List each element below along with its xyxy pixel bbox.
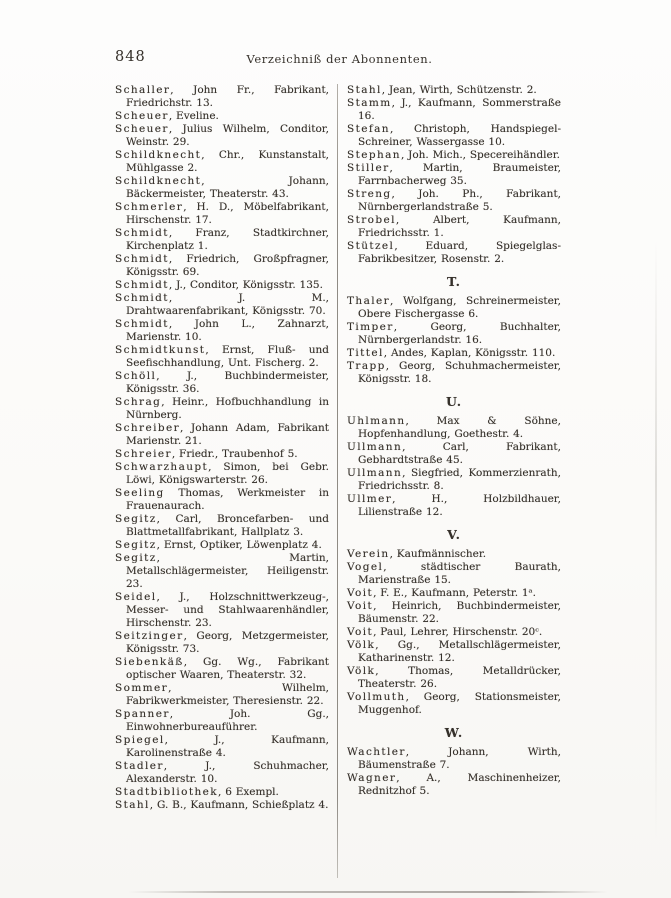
directory-columns [115, 84, 564, 878]
directory-entry: Timper, Georg, Buchhalter, Nürnbergerlandstr. 16. [347, 321, 561, 346]
entry-surname: Ullmann [347, 467, 403, 479]
entry-surname: Schreier [115, 448, 172, 460]
entry-surname: Spanner [115, 708, 170, 720]
entry-surname: Schmidt [115, 227, 169, 239]
directory-entry: Vollmuth, Georg, Stationsmeister, Muggenhof. [347, 691, 561, 716]
directory-entry: Seeling Thomas, Werkmeister in Frauenaurach. [115, 487, 329, 512]
directory-entry: Sommer, Wilhelm, Fabrikwerkmeister, Theresienstr. 22. [115, 682, 329, 707]
directory-entry: Seitzinger, Georg, Metzgermeister, Königsstr. 73. [115, 630, 329, 655]
directory-entry: Schöll, J., Buchbindermeister, Königsstr. 36. [115, 370, 329, 395]
directory-entry: Ullmer, H., Holzbildhauer, Lilienstraße 12. [347, 493, 561, 518]
directory-entry: Thaler, Wolfgang, Schreinermeister, Obere Fischergasse 6. [347, 295, 561, 320]
directory-entry: Schreiber, Johann Adam, Fabrikant Marienstr. 21. [115, 422, 329, 447]
entry-surname: Ullmer [347, 493, 393, 505]
directory-entry: Schaller, John Fr., Fabrikant, Friedrichstr. 13. [115, 84, 329, 109]
section-header: T. [446, 274, 462, 289]
directory-entry: Schildknecht, Johann, Bäckermeister, Theaterstr. 43. [115, 175, 329, 200]
directory-entry: Schrag, Heinr., Hofbuchhandlung in Nürnberg. [115, 396, 329, 421]
entry-surname: Scheuer [115, 110, 169, 122]
directory-entry: Tittel, Andes, Kaplan, Königsstr. 110. [347, 347, 556, 359]
entry-surname: Spiegel [115, 734, 165, 746]
entry-surname: Stahl [347, 84, 382, 96]
entry-surname: Schaller [115, 84, 171, 96]
entry-surname: Stefan [347, 123, 390, 135]
entry-surname: Stamm [347, 97, 392, 109]
directory-entry: Ullmann, Siegfried, Kommerzienrath, Friedrichsstr. 8. [347, 467, 561, 492]
entry-surname: Schmidt [115, 318, 169, 330]
entry-surname: Schöll [115, 370, 157, 382]
directory-entry: Stadtbibliothek, 6 Exempl. [115, 786, 279, 798]
entry-surname: Segitz [115, 539, 157, 551]
directory-entry: Segitz, Carl, Broncefarben- und Blattmetallfabrikant, Hallplatz 3. [115, 513, 329, 538]
directory-entry: Schwarzhaupt, Simon, bei Gebr. Löwi, Königswarterstr. 26. [115, 461, 329, 486]
section-header: V. [447, 527, 461, 542]
directory-entry: Streng, Joh. Ph., Fabrikant, Nürnbergerlandstraße 5. [347, 188, 561, 213]
directory-entry: Wachtler, Johann, Wirth, Bäumenstraße 7. [347, 746, 561, 771]
entry-surname: Stützel [347, 240, 395, 252]
entry-surname: Stadler [115, 760, 164, 772]
directory-entry: Stahl, G. B., Kaufmann, Schießplatz 4. [115, 799, 329, 811]
entry-surname: Seitzinger [115, 630, 184, 642]
entry-surname: Uhlmann [347, 415, 406, 427]
running-head [115, 49, 564, 69]
column-left [115, 84, 337, 878]
directory-entry: Seidel, J., Holzschnittwerkzeug-, Messer- und Stahlwaarenhändler, Hirschenstr. 23. [115, 591, 329, 629]
directory-entry: Stützel, Eduard, Spiegelglas-Fabrikbesitzer, Rosenstr. 2. [347, 240, 561, 265]
section-header: U. [445, 394, 463, 409]
entry-surname: Wagner [347, 772, 397, 784]
entry-surname: Segitz [115, 513, 157, 525]
page-number: 848 [115, 49, 146, 65]
directory-entry: Schmidt, J., Conditor, Königsstr. 135. [115, 279, 323, 291]
entry-surname: Ullmann [347, 441, 403, 453]
entry-surname: Trapp [347, 360, 386, 372]
entry-surname: Streng [347, 188, 392, 200]
directory-entry: Scheuer, Eveline. [115, 110, 219, 122]
entry-surname: Voit [347, 626, 374, 638]
scan-edge-shadow-bottom [128, 891, 608, 893]
directory-entry: Stahl, Jean, Wirth, Schützenstr. 2. [347, 84, 537, 96]
running-head-title: Verzeichniß der Abonnenten. [246, 52, 433, 66]
entry-surname: Siebenkäß [115, 656, 184, 668]
entry-surname: Schrag [115, 396, 162, 408]
directory-entry: Stiller, Martin, Braumeister, Farrnbacherweg 35. [347, 162, 561, 187]
entry-surname: Schreiber [115, 422, 180, 434]
entry-surname: Seeling [115, 487, 165, 499]
directory-entry: Schmidt, John L., Zahnarzt, Marienstr. 10. [115, 318, 329, 343]
entry-surname: Tittel [347, 347, 384, 359]
directory-entry: Voit, Paul, Lehrer, Hirschenstr. 20ᶜ. [347, 626, 543, 638]
entry-surname: Strobel [347, 214, 396, 226]
directory-entry: Voit, Heinrich, Buchbindermeister, Bäumenstr. 22. [347, 600, 561, 625]
directory-entry: Ullmann, Carl, Fabrikant, Gebhardtstraße 45. [347, 441, 561, 466]
directory-entry: Voit, F. E., Kaufmann, Peterstr. 1ᵃ. [347, 587, 536, 599]
entry-surname: Vogel [347, 561, 384, 573]
entry-surname: Seidel [115, 591, 157, 603]
directory-entry: Trapp, Georg, Schuhmachermeister, Königsstr. 18. [347, 360, 561, 385]
entry-surname: Schmidt [115, 279, 169, 291]
directory-entry: Segitz, Ernst, Optiker, Löwenplatz 4. [115, 539, 322, 551]
directory-entry: Stamm, J., Kaufmann, Sommerstraße 16. [347, 97, 561, 122]
directory-entry: Verein, Kaufmännischer. [347, 548, 487, 560]
directory-entry: Stephan, Joh. Mich., Specereihändler. [347, 149, 560, 161]
directory-entry: Schmidt, Franz, Stadtkirchner, Kirchenplatz 1. [115, 227, 329, 252]
entry-surname: Stahl [115, 799, 150, 811]
entry-surname: Schildknecht [115, 149, 202, 161]
entry-surname: Schildknecht [115, 175, 202, 187]
entry-surname: Völk [347, 639, 376, 651]
scan-edge-shadow-right [655, 240, 657, 840]
entry-surname: Segitz [115, 552, 157, 564]
directory-entry: Schildknecht, Chr., Kunstanstalt, Mühlgasse 2. [115, 149, 329, 174]
directory-entry: Spanner, Joh. Gg., Einwohnerbureauführer. [115, 708, 329, 733]
directory-entry: Schreier, Friedr., Traubenhof 5. [115, 448, 298, 460]
directory-entry: Völk, Gg., Metallschlägermeister, Katharinenstr. 12. [347, 639, 561, 664]
entry-surname: Schmidtkunst [115, 344, 206, 356]
directory-entry: Schmidt, J. M., Drahtwaarenfabrikant, Königsstr. 70. [115, 292, 329, 317]
directory-entry: Spiegel, J., Kaufmann, Karolinenstraße 4. [115, 734, 329, 759]
section-header: W. [444, 725, 464, 740]
entry-surname: Verein [347, 548, 390, 560]
directory-entry: Stefan, Christoph, Handspiegel-Schreiner, Wassergasse 10. [347, 123, 561, 148]
entry-surname: Stadtbibliothek [115, 786, 219, 798]
directory-entry: Völk, Thomas, Metalldrücker, Theaterstr. 26. [347, 665, 561, 690]
entry-surname: Völk [347, 665, 376, 677]
entry-surname: Schmidt [115, 253, 169, 265]
directory-entry: Segitz, Martin, Metallschlägermeister, Heiligenstr. 23. [115, 552, 329, 590]
column-right [338, 84, 561, 878]
entry-surname: Schmerler [115, 201, 184, 213]
directory-entry: Uhlmann, Max & Söhne, Hopfenhandlung, Goethestr. 4. [347, 415, 561, 440]
directory-entry: Scheuer, Julius Wilhelm, Conditor, Weinstr. 29. [115, 123, 329, 148]
entry-surname: Timper [347, 321, 394, 333]
entry-surname: Vollmuth [347, 691, 406, 703]
entry-surname: Sommer [115, 682, 169, 694]
entry-surname: Stephan [347, 149, 401, 161]
directory-entry: Stadler, J., Schuhmacher, Alexanderstr. 10. [115, 760, 329, 785]
directory-entry: Strobel, Albert, Kaufmann, Friedrichsstr. 1. [347, 214, 561, 239]
entry-surname: Schwarzhaupt [115, 461, 209, 473]
directory-entry: Vogel, städtischer Baurath, Marienstraße 15. [347, 561, 561, 586]
directory-entry: Schmidtkunst, Ernst, Fluß- und Seefischhandlung, Unt. Fischerg. 2. [115, 344, 329, 369]
directory-entry: Siebenkäß, Gg. Wg., Fabrikant optischer Waaren, Theaterstr. 32. [115, 656, 329, 681]
entry-surname: Thaler [347, 295, 391, 307]
entry-surname: Stiller [347, 162, 390, 174]
directory-entry: Schmidt, Friedrich, Großpfragner, Königsstr. 69. [115, 253, 329, 278]
entry-surname: Scheuer [115, 123, 169, 135]
entry-surname: Voit [347, 587, 374, 599]
directory-entry: Schmerler, H. D., Möbelfabrikant, Hirschenstr. 17. [115, 201, 329, 226]
entry-surname: Voit [347, 600, 374, 612]
entry-surname: Wachtler [347, 746, 406, 758]
entry-surname: Schmidt [115, 292, 169, 304]
directory-entry: Wagner, A., Maschinenheizer, Rednitzhof 5. [347, 772, 561, 797]
